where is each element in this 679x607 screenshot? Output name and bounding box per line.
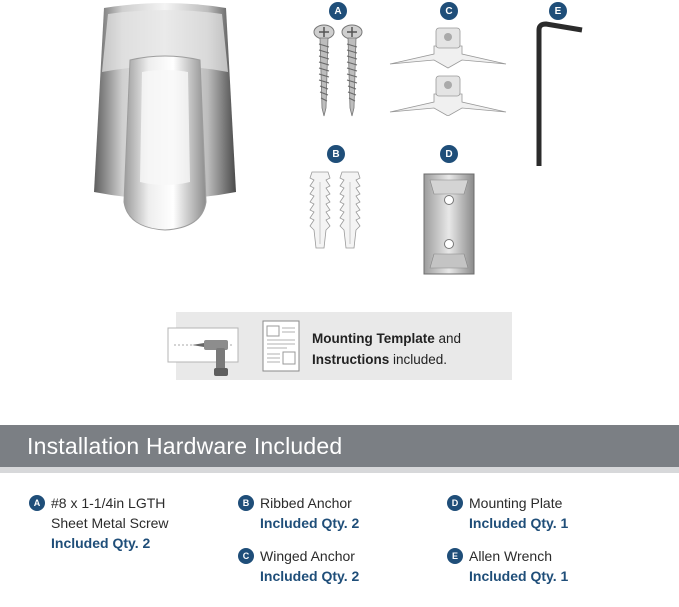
winged-anchors-image <box>388 24 508 116</box>
badge-e: E <box>549 2 567 20</box>
legend-qty-a: Included Qty. 2 <box>51 535 151 551</box>
legend-qty-b: Included Qty. 2 <box>260 515 360 531</box>
legend-qty-c: Included Qty. 2 <box>260 568 360 584</box>
legend-item-e <box>451 546 629 586</box>
legend-badge-d: D <box>447 495 463 511</box>
banner-title: Installation Hardware Included <box>27 433 343 459</box>
note-text-and: and <box>434 331 462 346</box>
ribbed-anchors-image <box>304 170 368 252</box>
note-strong-template: Mounting Template <box>312 331 435 346</box>
banner-divider <box>0 467 679 473</box>
allen-wrench-image <box>530 20 590 168</box>
badge-d: D <box>440 145 458 163</box>
legend-badge-b: B <box>238 495 254 511</box>
legend-name-e: Allen Wrench <box>469 548 553 564</box>
template-note-text <box>312 328 502 370</box>
note-strong-instructions: Instructions <box>312 352 390 367</box>
badge-b: B <box>327 145 345 163</box>
legend-name-b: Ribbed Anchor <box>260 495 352 511</box>
badge-c: C <box>440 2 458 20</box>
legend-badge-e: E <box>447 548 463 564</box>
legend-badge-a: A <box>29 495 45 511</box>
legend-name-a-line1: #8 x 1-1/4in LGTH <box>51 495 166 511</box>
sheet-metal-screws-image <box>310 24 366 118</box>
legend-item-c <box>242 546 420 586</box>
legend-name-d: Mounting Plate <box>469 495 563 511</box>
note-text-included: included. <box>389 352 448 367</box>
legend-item-d <box>451 493 629 533</box>
section-banner <box>0 425 679 467</box>
legend-name-a-line2: Sheet Metal Screw <box>51 515 169 531</box>
legend-item-a <box>33 493 231 553</box>
template-note-box <box>176 312 512 380</box>
mounting-plate-image <box>420 170 478 278</box>
robe-hook-image <box>90 2 240 234</box>
legend-badge-c: C <box>238 548 254 564</box>
legend-item-b <box>242 493 420 533</box>
badge-a: A <box>329 2 347 20</box>
instructions-sheet-icon <box>262 320 300 372</box>
drill-template-icon <box>164 318 254 380</box>
legend-qty-d: Included Qty. 1 <box>469 515 569 531</box>
legend-qty-e: Included Qty. 1 <box>469 568 569 584</box>
legend-name-c: Winged Anchor <box>260 548 355 564</box>
